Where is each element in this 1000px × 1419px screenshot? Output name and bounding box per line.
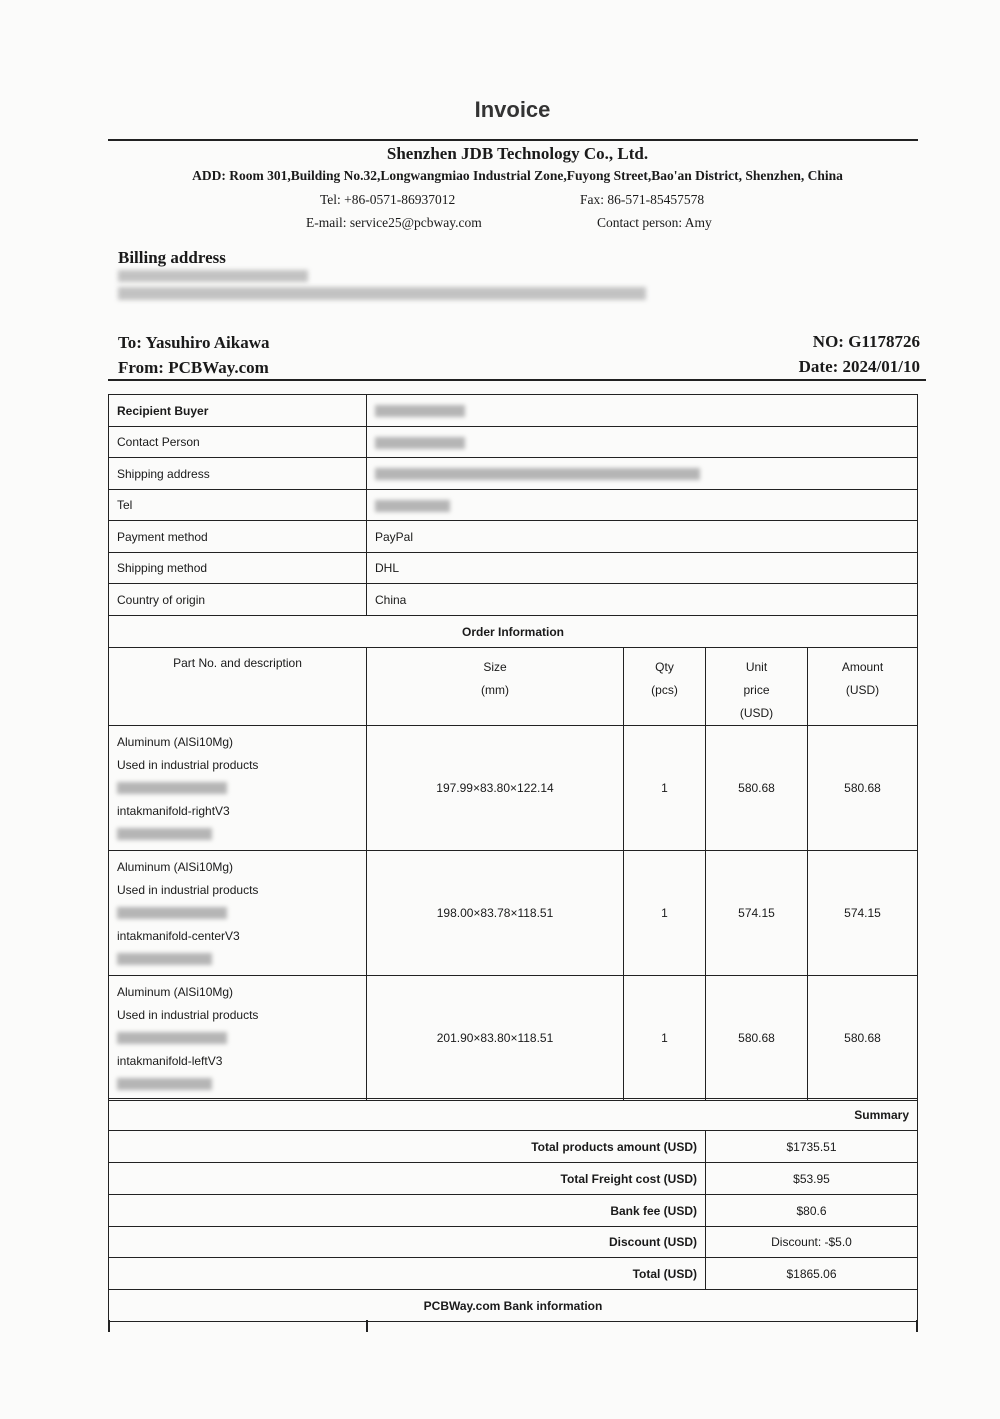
order-item-row [109,726,918,851]
item-redacted-ref [117,1073,358,1096]
col-header-amount-unit: (USD) [845,683,880,697]
item-description [109,851,367,976]
item-qty: 1 [624,851,706,976]
col-header-unit-line-1: Unit [745,660,768,674]
summary-table [108,1098,918,1322]
info-row-shipping-method [109,553,918,584]
order-item-row [109,851,918,976]
item-redacted-code [117,1027,358,1050]
order-information-title: Order Information [109,616,918,648]
info-row-tel [109,490,918,521]
item-material: Aluminum (AlSi10Mg) [117,734,234,749]
item-name: intakmanifold-rightV3 [117,803,230,818]
bank-information-header-row [109,1290,918,1322]
summary-title: Summary [109,1099,918,1131]
title-divider [108,139,918,141]
summary-row-freight [109,1163,918,1195]
item-amount: 580.68 [808,726,918,851]
info-label: Country of origin [109,584,367,616]
company-address: ADD: Room 301,Building No.32,Longwangmiao Industrial Zone,Fuyong Street,Bao'an District, Shenzhen, China [192,168,843,183]
col-header-qty-line: Qty [655,660,674,674]
table-continuation-middle [366,1320,368,1332]
info-label: Recipient Buyer [109,395,367,427]
summary-label: Total (USD) [109,1258,706,1290]
col-header-amount [808,648,918,726]
invoice-title: Invoice [474,97,551,122]
item-use: Used in industrial products [117,1007,259,1022]
recipient-name: To: Yasuhiro Aikawa [118,333,270,352]
info-value-redacted [367,395,918,427]
col-header-qty [624,648,706,726]
item-unit-price: 580.68 [706,726,808,851]
col-header-size-unit: (mm) [481,683,509,697]
item-redacted-ref [117,948,358,971]
item-redacted-code [117,902,358,925]
col-header-qty-unit: (pcs) [651,683,678,697]
info-row-contact-person [109,427,918,458]
company-fax: Fax: 86-571-85457578 [580,192,705,207]
billing-address-redacted-line-1 [118,270,308,282]
order-information-header-row [109,616,918,648]
summary-label: Total products amount (USD) [109,1131,706,1163]
summary-label: Discount (USD) [109,1227,706,1258]
col-header-amount-line: Amount [841,660,884,674]
recipient-info-table [108,394,918,648]
header-divider [108,379,926,381]
order-item-row [109,976,918,1101]
item-material: Aluminum (AlSi10Mg) [117,859,234,874]
col-header-size-line: Size [483,660,507,674]
item-size: 198.00×83.78×118.51 [367,851,624,976]
item-qty: 1 [624,976,706,1101]
summary-row-bank-fee [109,1195,918,1227]
summary-row-products [109,1131,918,1163]
info-row-country-of-origin [109,584,918,616]
info-label: Payment method [109,521,367,553]
company-name: Shenzhen JDB Technology Co., Ltd. [386,144,649,163]
item-material: Aluminum (AlSi10Mg) [117,984,234,999]
item-name: intakmanifold-leftV3 [117,1053,223,1068]
billing-address-redacted-line-2 [118,287,646,300]
info-value-redacted [367,427,918,458]
sender-name: From: PCBWay.com [118,358,269,377]
info-value: China [367,584,918,616]
info-row-payment-method [109,521,918,553]
company-email: E-mail: service25@pcbway.com [306,215,482,230]
summary-header-row [109,1099,918,1131]
info-row-recipient-buyer [109,395,918,427]
summary-value: $1865.06 [706,1258,918,1290]
item-name: intakmanifold-centerV3 [117,928,240,943]
col-header-unit-price [706,648,808,726]
item-amount: 574.15 [808,851,918,976]
order-header-row [109,648,918,726]
info-row-shipping-address [109,458,918,490]
info-value-redacted [367,458,918,490]
billing-address-title: Billing address [118,248,226,267]
item-redacted-ref [117,823,358,846]
info-label: Tel [109,490,367,521]
summary-value: $1735.51 [706,1131,918,1163]
info-value: PayPal [367,521,918,553]
item-size: 197.99×83.80×122.14 [367,726,624,851]
item-redacted-code [117,777,358,800]
item-use: Used in industrial products [117,757,259,772]
summary-row-total [109,1258,918,1290]
info-label: Shipping method [109,553,367,584]
info-label: Contact Person [109,427,367,458]
col-header-unit-line-2: price [743,683,770,697]
summary-label: Bank fee (USD) [109,1195,706,1227]
info-value: DHL [367,553,918,584]
item-description [109,726,367,851]
col-header-size [367,648,624,726]
table-continuation-left [108,1320,110,1332]
invoice-date: Date: 2024/01/10 [798,357,920,376]
item-amount: 580.68 [808,976,918,1101]
summary-value: Discount: -$5.0 [706,1227,918,1258]
col-header-part: Part No. and description [109,648,367,726]
item-unit-price: 580.68 [706,976,808,1101]
item-unit-price: 574.15 [706,851,808,976]
table-continuation-right [916,1320,918,1332]
item-size: 201.90×83.80×118.51 [367,976,624,1101]
company-tel: Tel: +86-0571-86937012 [320,192,456,207]
summary-row-discount [109,1227,918,1258]
item-qty: 1 [624,726,706,851]
company-contact: Contact person: Amy [597,215,712,230]
bank-information-title: PCBWay.com Bank information [109,1290,918,1322]
order-table [108,647,918,1101]
summary-label: Total Freight cost (USD) [109,1163,706,1195]
summary-value: $53.95 [706,1163,918,1195]
invoice-number: NO: G1178726 [812,332,920,351]
summary-value: $80.6 [706,1195,918,1227]
info-label: Shipping address [109,458,367,490]
col-header-unit-line-3: (USD) [739,706,774,720]
info-value-redacted [367,490,918,521]
item-use: Used in industrial products [117,882,259,897]
item-description [109,976,367,1101]
